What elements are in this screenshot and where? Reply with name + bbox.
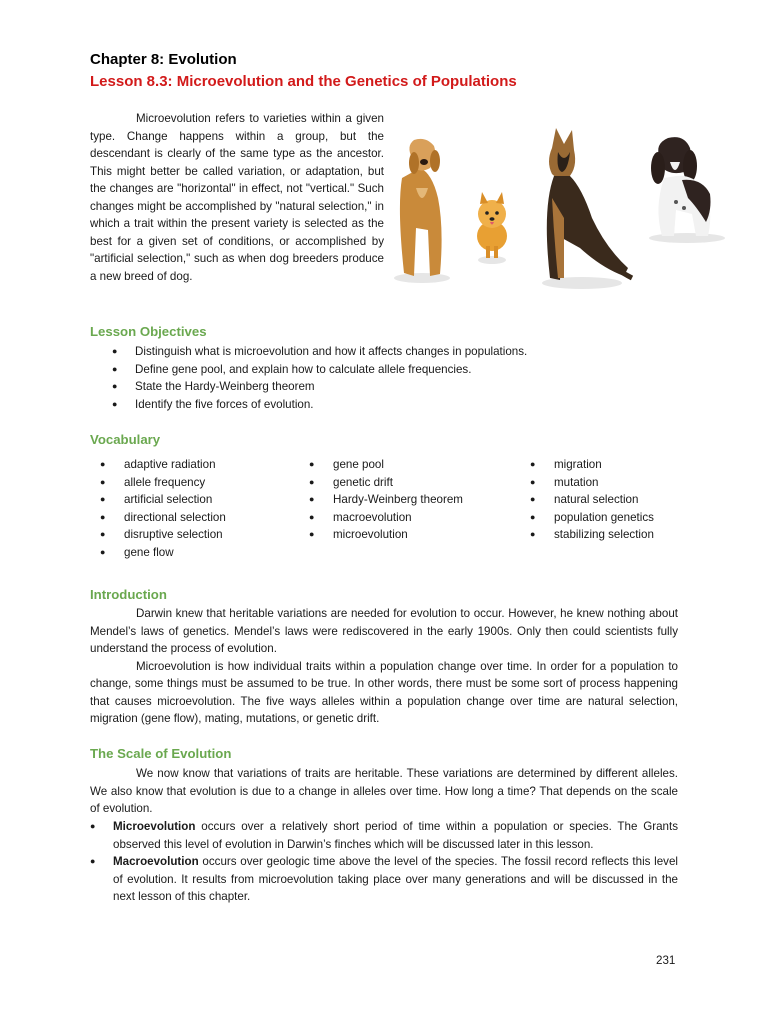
pomeranian-figure <box>477 192 507 264</box>
introduction-heading: Introduction <box>90 587 167 602</box>
vocab-item: ● macroevolution <box>309 509 463 527</box>
objectives-heading: Lesson Objectives <box>90 324 207 339</box>
list-item <box>90 853 678 906</box>
vocab-item: ● artificial selection <box>100 491 226 509</box>
german-shepherd-figure <box>542 128 632 289</box>
scale-body <box>90 765 678 818</box>
introduction-body <box>90 605 678 728</box>
vocab-item: ● microevolution <box>309 526 463 544</box>
objectives-list <box>112 343 527 413</box>
vocab-item: ● gene pool <box>309 456 463 474</box>
vocabulary-column-1 <box>100 456 226 562</box>
vocab-item: ● natural selection <box>530 491 654 509</box>
vocab-item: ● Hardy-Weinberg theorem <box>309 491 463 509</box>
list-item: ● State the Hardy-Weinberg theorem <box>112 378 527 396</box>
page-number: 231 <box>656 954 676 967</box>
scale-list <box>90 818 678 906</box>
springer-spaniel-figure <box>649 137 725 243</box>
vocab-item: ● adaptive radiation <box>100 456 226 474</box>
vocab-item: ● allele frequency <box>100 474 226 492</box>
vocab-item: ● mutation <box>530 474 654 492</box>
macroevolution-term: Macroevolution <box>113 855 199 868</box>
dog-breeds-illustration <box>392 118 742 298</box>
scale-paragraph: We now know that variations of traits are heritable. These variations are determined by different alleles. We also know that evolution is due to a change in alleles over time. How long a time? That depends on the scale of evolution. <box>90 767 678 815</box>
intro-paragraph: Microevolution refers to varieties within a given type. Change happens within a group, but the descendant is clearly of the same type as the ancestor. This might better be called variation, or adaptation, but the changes are "horizontal" in effect, not "vertical." Such changes might be accomplished by "natural selection," in which a trait within the present variety is selected as the best for a given set of conditions, or accomplished by "artificial selection," such as when dog breeders produce a new breed of dog. <box>90 112 384 283</box>
introduction-paragraph-1: Darwin knew that heritable variations are needed for evolution to occur. However, he knew nothing about Mendel’s laws of genetics. Mendel’s laws were rediscovered in the early 1900s. Only then could scientists fully understand the process of evolution. <box>90 607 678 655</box>
chapter-title: Chapter 8: Evolution <box>90 51 237 68</box>
vocab-item: ● gene flow <box>100 544 226 562</box>
list-item <box>90 818 678 853</box>
list-item: ● Define gene pool, and explain how to calculate allele frequencies. <box>112 361 527 379</box>
vocab-item: ● stabilizing selection <box>530 526 654 544</box>
scale-heading: The Scale of Evolution <box>90 746 232 761</box>
list-item: ● Distinguish what is microevolution and how it affects changes in populations. <box>112 343 527 361</box>
golden-retriever-figure <box>394 139 450 283</box>
introduction-paragraph-2: Microevolution is how individual traits within a population change over time. In order for a population to change, some things must be assumed to be true. In other words, there must be some sort of process happening that causes microevolution. The five ways alleles within a population change over time are natural selection, migration (gene flow), mating, mutations, or genetic drift. <box>90 659 678 725</box>
vocab-item: ● population genetics <box>530 509 654 527</box>
vocab-item: ● disruptive selection <box>100 526 226 544</box>
microevolution-text: occurs over a relatively short period of time within a population or species. The Grants observed this level of evolution in Darwin’s finches which will be discussed later in this lesson. <box>113 820 678 851</box>
list-item: ● Identify the five forces of evolution. <box>112 396 527 414</box>
macroevolution-text: occurs over geologic time above the level of the species. The fossil record reflects this level of evolution. It results from microevolution taking place over many generations and will be discussed in the next lesson of this chapter. <box>113 855 678 903</box>
vocab-item: ● migration <box>530 456 654 474</box>
vocabulary-column-2 <box>309 456 463 544</box>
vocab-item: ● genetic drift <box>309 474 463 492</box>
microevolution-term: Microevolution <box>113 820 196 833</box>
vocab-item: ● directional selection <box>100 509 226 527</box>
vocabulary-column-3 <box>530 456 654 544</box>
lesson-title: Lesson 8.3: Microevolution and the Genetics of Populations <box>90 73 517 90</box>
vocabulary-heading: Vocabulary <box>90 432 161 447</box>
